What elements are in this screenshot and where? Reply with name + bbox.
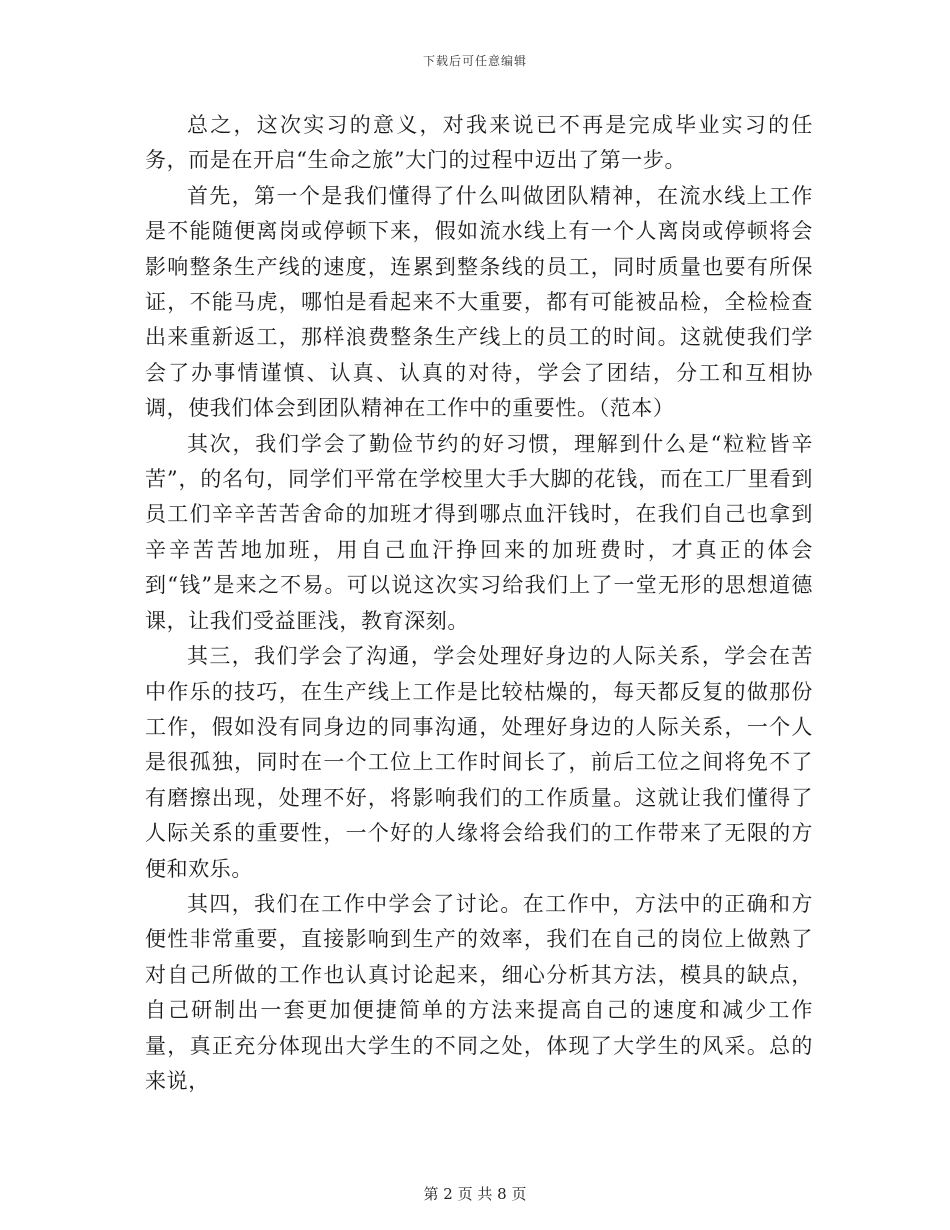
paragraph-thrift: 其次，我们学会了勤俭节约的好习惯，理解到什么是“粒粒皆辛苦”，的名句，同学们平常在学校里大手大脚的花钱，而在工厂里看到员工们辛辛苦苦舍命的加班才得到哪点血汗钱时，在我们自己也拿到辛辛苦苦地加班，用自己血汗挣回来的加班费时，才真正的体会到“钱”是来之不易。可以说这次实习给我们上了一堂无形的思想道德课，让我们受益匪浅，教育深刻。 (145, 431, 813, 633)
page-number: 第 2 页 共 8 页 (423, 1185, 527, 1203)
page-header-note: 下载后可任意编辑 (422, 54, 527, 68)
paragraph-teamwork: 首先，第一个是我们懂得了什么叫做团队精神，在流水线上工作是不能随便离岗或停顿下来，假如流水线上有一个人离岗或停顿将会影响整条生产线的速度，连累到整条线的员工，同时质量也要有所保证，不能马虎，哪怕是看起来不大重要，都有可能被品检，全检检查出来重新返工，那样浪费整条生产线上的员工的时间。这就使我们学会了办事情谨慎、认真、认真的对待，学会了团结，分工和互相协调，使我们体会到团队精神在工作中的重要性。（范本） (145, 183, 813, 421)
paragraph-conclusion: 总之，这次实习的意义，对我来说已不再是完成毕业实习的任务，而是在开启“生命之旅”大门的过程中迈出了第一步。 (145, 113, 813, 173)
paragraph-communication: 其三，我们学会了沟通，学会处理好身边的人际关系，学会在苦中作乐的技巧，在生产线上工作是比较枯燥的，每天都反复的做那份工作，假如没有同身边的同事沟通，处理好身边的人际关系，一个人是很孤独，同时在一个工位上工作时间长了，前后工位之间将免不了有磨擦出现，处理不好，将影响我们的工作质量。这就让我们懂得了人际关系的重要性，一个好的人缘将会给我们的工作带来了无限的方便和欢乐。 (145, 644, 813, 881)
document-body (145, 108, 813, 1099)
paragraph-discussion: 其四，我们在工作中学会了讨论。在工作中，方法中的正确和方便性非常重要，直接影响到生产的效率，我们在自己的岗位上做熟了对自己所做的工作也认真讨论起来，细心分析其方法，模具的缺点，自己研制出一套更加便捷简单的方法来提高自己的速度和减少工作量，真正充分体现出大学生的不同之处，体现了大学生的风采。总的来说， (145, 891, 813, 1093)
